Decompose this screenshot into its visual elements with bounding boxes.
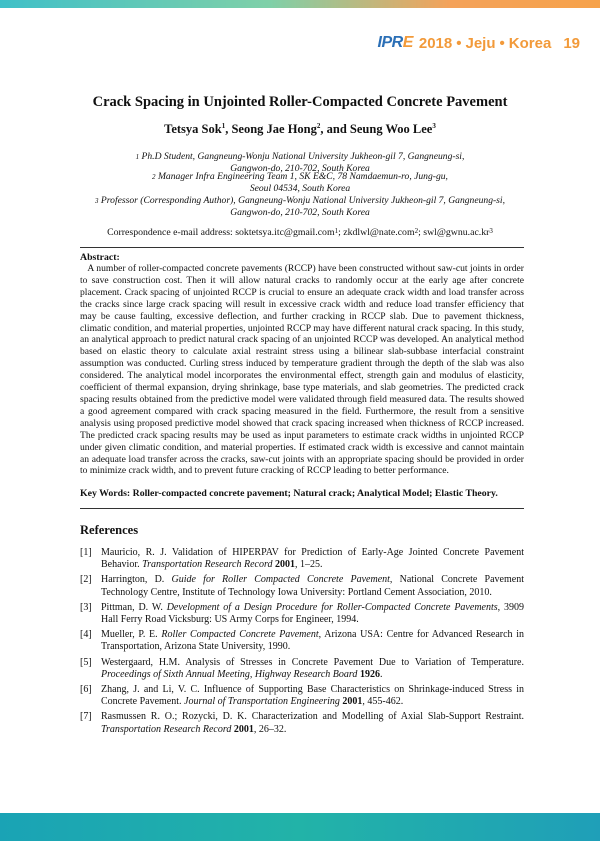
abstract-text: A number of roller-compacted concrete pavements (RCCP) have been constructed without saw-cut joints in order to save construction cost. Then it will allow natural cracks to randomly occur at the early age after concrete placement. Crack spacing of unjointed RCCP is crucial to ensure an adequate crack width and load transfer across the cracks since large crack spacing will result in excessive crack width and reduce load transfer efficiency that may be cause faulting, excessive deflection, and further cracking in RCCP slab. Due to pavement thickness, climatic condition, and material properties, unjointed RCCP may have different natural crack spacing. In this study, an analytical approach to predict natural crack spacing of an unjointed RCCP was developed. An analytical method based on elastic theory to calculate axial restraint stress using a bilinear slab-subbase interfacial constraint assumption was conducted. Curling stress induced by temperature gradient through the depth of the slab was also considered. The analytical model incorporates the environmental effect, strength gain and modulus of elasticity, coefficient of thermal expansion, drying shrinkage, base type materials, and slab geometries. The predicted crack spacing results obtained from the predictive model were validated through field measured data. The results showed a good agreement compared with crack spacing measured in the field. Furthermore, the result from a sensitive analysis using proposed predictive model showed that crack spacing increased when thickness of RCCP increased. The predicted crack spacing results may be used as input parameters to estimate crack widths in unjointed RCCP under given climatic condition, and material properties. If estimated crack width is excessive and cannot maintain an adequate load transfer across the cracks, saw-cut joints with an appropriate spacing should be provided in order to minimize crack width, and to prevent future cracking of RCCP leading to better performance.: [80, 263, 524, 477]
author-name: Tetsya Sok: [164, 122, 222, 136]
top-color-bar: [0, 0, 600, 8]
conference-header: [378, 34, 580, 52]
page-number: 19: [563, 34, 580, 52]
divider: [80, 247, 524, 248]
conference-location: [419, 35, 551, 52]
author-sup: 2: [316, 122, 321, 130]
reference-item: [2] Harrington, D. Guide for Roller Compacted Concrete Pavement, National Concrete Pavement Technology Centre, Institute of Technology Iowa University: Portland Cement Association, 2010.: [80, 574, 524, 598]
conference-city: Jeju: [465, 34, 496, 52]
bullet-icon: •: [456, 34, 462, 52]
reference-item: [5] Westergaard, H.M. Analysis of Stresses in Concrete Pavement Due to Variation of Temperature. Proceedings of Sixth Annual Meeting, Highway Research Board 1926.: [80, 656, 524, 680]
affiliation-2: $^2$ Manager Infra Engineering Team 1, SK E&C, 78 Namdaemun-ro, Jung-gu, Seoul 04534, South Korea: [152, 171, 448, 194]
references-heading: References: [80, 523, 139, 537]
divider: [80, 508, 524, 509]
conference-year: 2018: [418, 34, 453, 52]
affiliation-3: $^3$ Professor (Corresponding Author), Gangneung-Wonju National University Jukheon-gil 7, Gangneung-si, Gangwon-do, 210-702, South Korea: [95, 195, 505, 218]
reference-item: [1] Mauricio, R. J. Validation of HIPERPAV for Prediction of Early-Age Jointed Concrete Pavement Behavior. Transportation Research Record 2001, 1–25.: [80, 547, 524, 571]
email-address[interactable]: soktetsya.itc@gmail.com: [235, 227, 335, 238]
reference-item: [7] Rasmussen R. O.; Rozycki, D. K. Characterization and Modelling of Axial Slab-Support Restraint. Transportation Research Record 2001, 26–32.: [80, 711, 524, 735]
reference-item: [4] Mueller, P. E. Roller Compacted Concrete Pavement, Arizona USA: Centre for Advanced Research in Transportation, Arizona State University, 1990.: [80, 629, 524, 653]
author-sup: 1: [221, 122, 226, 130]
keywords: Key Words: Roller-compacted concrete pavement; Natural crack; Analytical Model; Elastic Theory.: [80, 488, 498, 499]
reference-item: [3] Pittman, D. W. Development of a Design Procedure for Roller-Compacted Concrete Pavements, 3909 Hall Ferry Road Vicksburg: US Army Corps for Engineer, 1994.: [80, 601, 524, 626]
paper-title: Crack Spacing in Unjointed Roller-Compacted Concrete Pavement: [92, 94, 508, 110]
author-name: Seung Woo Lee: [349, 122, 433, 136]
conference-logo: IPR E: [377, 34, 413, 51]
email-address[interactable]: swl@gwnu.ac.kr: [423, 227, 490, 238]
bullet-icon: •: [499, 34, 505, 52]
affiliation-1: $^1$ Ph.D Student, Gangneung-Wonju National University Jukheon-gil 7, Gangneung-si, Gangwon-do, 210-702, South Korea: [135, 151, 465, 174]
reference-item: [6] Zhang, J. and Li, V. C. Influence of Supporting Base Characteristics on Shrinkage-induced Stress in Concrete Pavement. Journal of Transportation Engineering 2001, 455-462.: [80, 683, 524, 708]
author-name: Seong Jae Hong: [231, 122, 317, 136]
bottom-color-bar: [0, 813, 600, 841]
email-address[interactable]: zkdlwl@nate.com: [343, 227, 415, 238]
abstract-heading: Abstract:: [80, 252, 120, 263]
author-list: Tetsya Sok$^1$, Seong Jae Hong$^2$, and Seung Woo Lee$^3$: [164, 122, 436, 136]
correspondence-email: Correspondence e-mail address: soktetsya.itc@gmail.com$^1$; zkdlwl@nate.com$^2$; $swl@gwnu.ac.kr^3$: [107, 227, 493, 238]
reference-list: [80, 547, 524, 739]
conference-country: Korea: [508, 34, 552, 52]
author-sup: 3: [432, 122, 436, 130]
